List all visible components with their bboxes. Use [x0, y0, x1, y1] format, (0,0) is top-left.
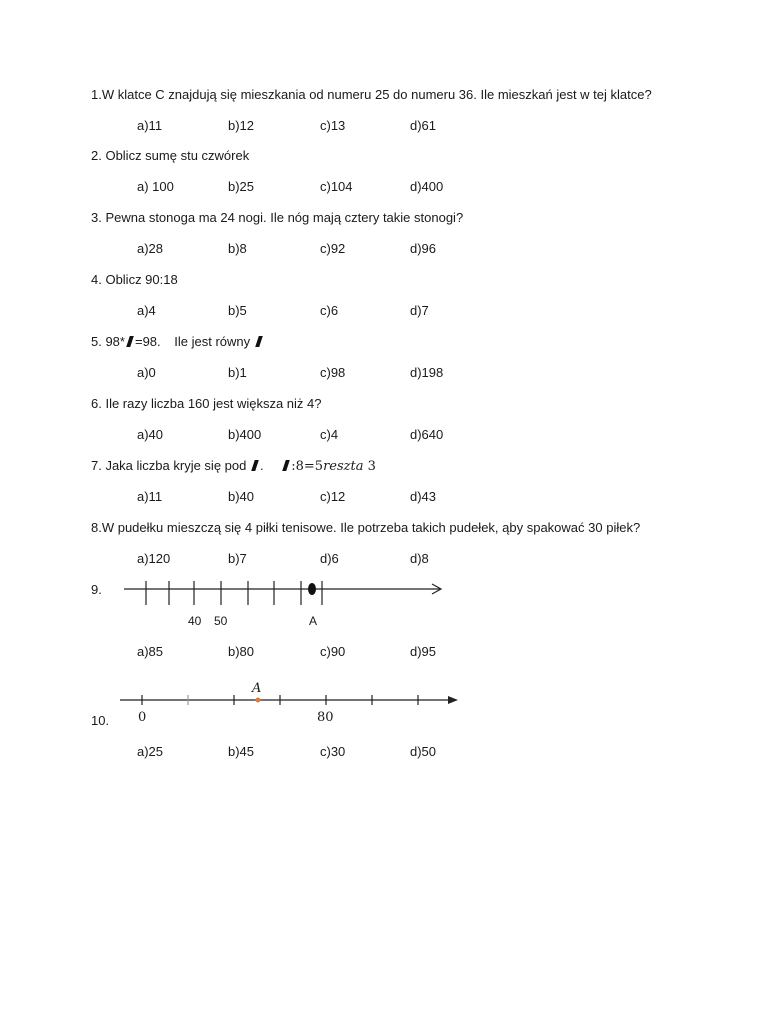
question-8: 8.W pudełku mieszczą się 4 piłki tenisowe. Ile potrzeba takich pudełek, ąby spakować 30 piłek?	[91, 520, 641, 535]
question-3: 3. Pewna stonoga ma 24 nogi. Ile nóg mają cztery takie stonogi?	[91, 210, 464, 225]
question-4: 4. Oblicz 90:18	[91, 272, 178, 287]
q8-option-d[interactable]: d)8	[410, 551, 429, 566]
q4-option-d[interactable]: d)7	[410, 303, 429, 318]
q5-text-after: Ile jest równy	[174, 334, 251, 349]
q10-option-a[interactable]: a)25	[137, 744, 164, 759]
q1-option-b[interactable]: b)12	[228, 118, 255, 133]
q10-option-d[interactable]: d)50	[410, 744, 437, 759]
q7-option-c[interactable]: c)12	[320, 489, 346, 504]
q8-option-a[interactable]: a)120	[137, 551, 171, 566]
q3-option-d[interactable]: d)96	[410, 241, 437, 256]
q3-option-b[interactable]: b)8	[228, 241, 247, 256]
q9-label-40: 40	[188, 614, 202, 628]
q10-label-0: 0	[138, 710, 147, 725]
q10-label-80: 80	[317, 710, 334, 725]
q8-option-c[interactable]: d)6	[320, 551, 339, 566]
q2-option-b[interactable]: b)25	[228, 179, 255, 194]
q5-option-b[interactable]: b)1	[228, 365, 247, 380]
q1-option-a[interactable]: a)11	[137, 118, 163, 133]
q9-option-c[interactable]: c)90	[320, 644, 346, 659]
q10-number-line	[120, 681, 458, 725]
q4-option-a[interactable]: a)4	[137, 303, 156, 318]
q10-label-a: A	[252, 681, 262, 696]
q5-text-mid: =98.	[134, 334, 161, 349]
q5-option-d[interactable]: d)198	[410, 365, 444, 380]
q7-option-b[interactable]: b)40	[228, 489, 255, 504]
q7-option-d[interactable]: d)43	[410, 489, 437, 504]
q1-option-c[interactable]: c)13	[320, 118, 346, 133]
q3-option-a[interactable]: a)28	[137, 241, 164, 256]
q10-option-b[interactable]: b)45	[228, 744, 255, 759]
q10-point-a	[256, 698, 261, 703]
q5-option-c[interactable]: c)98	[320, 365, 346, 380]
q7-option-a[interactable]: a)11	[137, 489, 163, 504]
q7-math-expr: :8=5	[291, 459, 324, 474]
q6-option-c[interactable]: c)4	[320, 427, 339, 442]
q10-arrow-icon	[448, 696, 458, 704]
q9-label-a: A	[309, 614, 318, 628]
q6-option-d[interactable]: d)640	[410, 427, 444, 442]
q5-text-before: 5. 98*	[91, 334, 125, 349]
q8-option-b[interactable]: b)7	[228, 551, 247, 566]
question-9: 9.	[91, 582, 102, 597]
q6-option-b[interactable]: b)400	[228, 427, 262, 442]
q9-option-d[interactable]: d)95	[410, 644, 437, 659]
q6-option-a[interactable]: a)40	[137, 427, 164, 442]
q9-option-b[interactable]: b)80	[228, 644, 255, 659]
q10-option-c[interactable]: c)30	[320, 744, 346, 759]
q2-option-c[interactable]: c)104	[320, 179, 353, 194]
q1-option-d[interactable]: d)61	[410, 118, 437, 133]
q9-point-a	[308, 583, 316, 595]
q2-option-d[interactable]: d)400	[410, 179, 444, 194]
question-6: 6. Ile razy liczba 160 jest większa niż 4?	[91, 396, 322, 411]
q4-option-c[interactable]: c)6	[320, 303, 339, 318]
question-10: 10.	[91, 713, 110, 728]
question-2: 2. Oblicz sumę stu czwórek	[91, 148, 250, 163]
q4-option-b[interactable]: b)5	[228, 303, 247, 318]
q9-option-a[interactable]: a)85	[137, 644, 164, 659]
q7-text-dot: .	[259, 458, 264, 473]
q2-option-a[interactable]: a) 100	[137, 179, 174, 194]
q7-math-word: reszta	[323, 459, 364, 474]
q5-option-a[interactable]: a)0	[137, 365, 156, 380]
question-1: 1.W klatce C znajdują się mieszkania od numeru 25 do numeru 36. Ile mieszkań jest w tej klatce?	[91, 87, 652, 102]
q9-label-50: 50	[214, 614, 228, 628]
q3-option-c[interactable]: c)92	[320, 241, 346, 256]
q9-number-line	[124, 581, 441, 628]
q7-text-before: 7. Jaka liczba kryje się pod	[91, 458, 247, 473]
q7-math-num: 3	[367, 459, 376, 474]
